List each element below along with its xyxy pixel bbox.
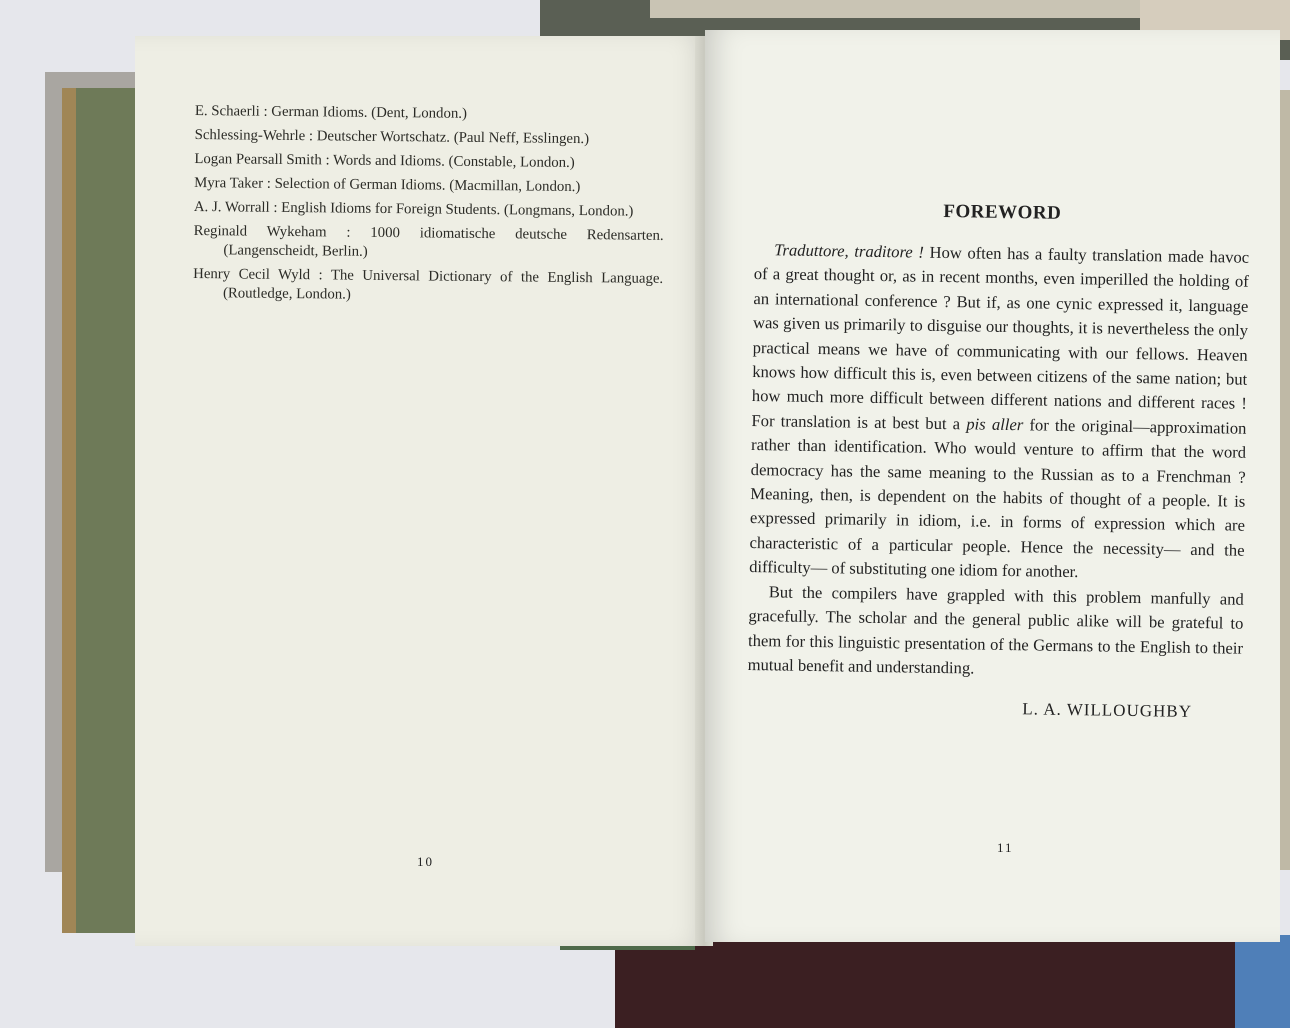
bibliography-entry: Myra Taker : Selection of German Idioms. (Macmillan, London.) [194, 174, 581, 196]
foreword-title: FOREWORD [943, 200, 1062, 224]
italic-phrase: pis aller [966, 414, 1024, 435]
right-page [705, 30, 1280, 942]
background-book-bottom-blue [1235, 935, 1290, 1028]
foreword-signature: L. A. WILLOUGHBY [1022, 699, 1193, 722]
foreword-paragraph-1: Traduttore, traditore ! How often has a faulty translation made havoc of a great thought or, as in recent months, even imperilled the holding of an international conference ? But if, as one cynic expressed it, language was given us primarily to disguise our thoughts, it is nevertheless the only practical means we have of communicating with our fellows. Heaven knows how difficult this is, even between citizens of the same nation; but how much more difficult between different nations and different races ! For translation is at best but a pis aller for the original—approximation rather than identification. Who would venture to affirm that the word democracy has the same meaning to the Russian as to a Frenchman ? Meaning, then, is dependent on the habits of thought of a people. It is expressed primarily in idiom, i.e. in forms of expression which are characteristic of a particular people. Hence the necessity— and the difficulty— of substituting one idiom for another. [749, 240, 1250, 582]
bibliography-entry: Reginald Wykeham : 1000 idiomatische deutsche Redensarten. (Langenscheidt, Berlin.) [193, 222, 664, 260]
italic-quote: Traduttore, traditore ! [774, 240, 925, 262]
bibliography-entry: Henry Cecil Wyld : The Universal Dictionary of the English Language. (Routledge, London.) [193, 265, 664, 303]
bibliography-entry: Schlessing-Wehrle : Deutscher Wortschatz. (Paul Neff, Esslingen.) [194, 126, 590, 148]
bibliography-entry: Logan Pearsall Smith : Words and Idioms. (Constable, London.) [194, 150, 575, 171]
bibliography-list [193, 102, 665, 313]
foreword-paragraph-2: But the compilers have grappled with this problem manfully and gracefully. The scholar and the general public alike will be grateful to them for this linguistic presentation of the Germans to the English to their mutual benefit and understanding. [747, 581, 1244, 678]
background-book-bottom-maroon [615, 940, 1255, 1028]
background-book-top-light [650, 0, 1170, 18]
bibliography-entry: E. Schaerli : German Idioms. (Dent, London.) [194, 102, 468, 122]
bibliography-entry: A. J. Worrall : English Idioms for Foreign Students. (Longmans, London.) [193, 198, 634, 220]
foreword-section [747, 198, 1250, 723]
left-page [135, 36, 710, 946]
right-page-number: 11 [997, 840, 1014, 855]
left-page-number: 10 [417, 854, 434, 869]
